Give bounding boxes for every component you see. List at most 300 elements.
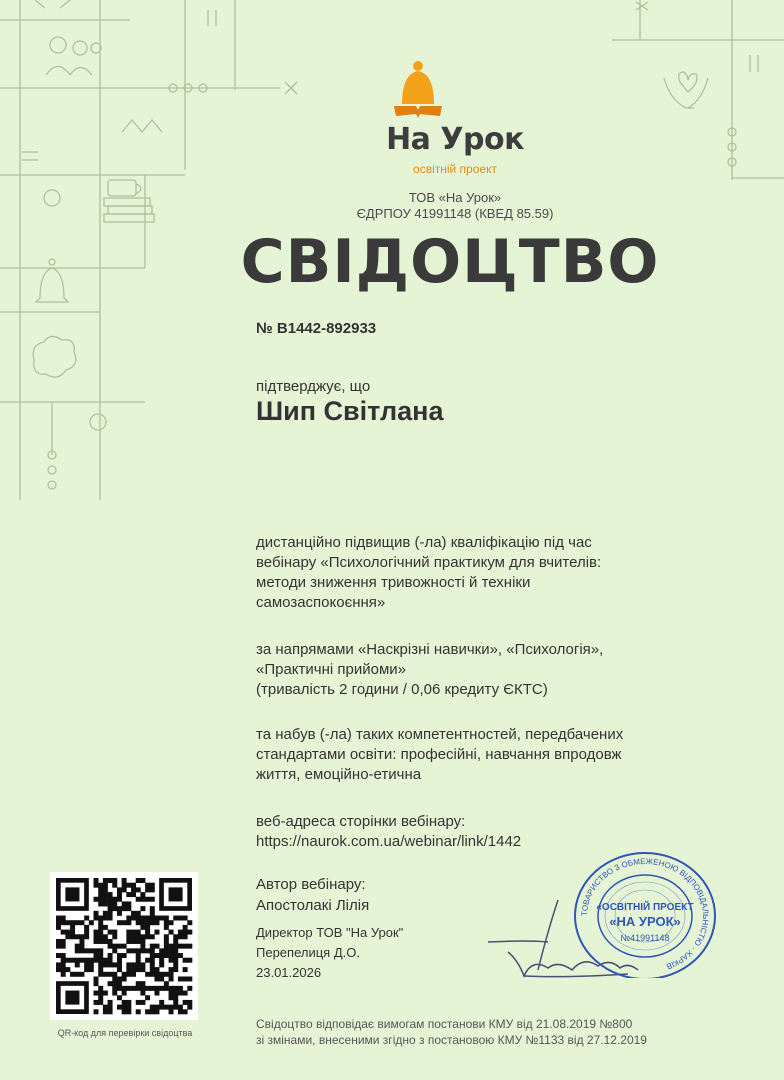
- paragraph-line: «Практичні прийоми»: [256, 661, 406, 678]
- qr-module: [178, 1005, 183, 1010]
- qr-module: [108, 972, 113, 977]
- qr-module: [173, 939, 178, 944]
- qr-module: [159, 916, 164, 921]
- author-name: Апостолакі Лілія: [256, 897, 370, 914]
- qr-module: [164, 986, 169, 991]
- qr-module: [108, 878, 113, 883]
- qr-module: [131, 967, 136, 972]
- qr-module: [159, 986, 164, 991]
- qr-module: [98, 986, 103, 991]
- qr-module: [173, 958, 178, 963]
- qr-module: [98, 934, 103, 939]
- qr-module: [145, 930, 150, 935]
- qr-module: [150, 897, 155, 902]
- qr-module: [187, 944, 192, 949]
- qr-module: [65, 958, 70, 963]
- qr-module: [150, 883, 155, 888]
- qr-module: [159, 972, 164, 977]
- qr-module: [154, 916, 159, 921]
- qr-module: [178, 976, 183, 981]
- qr-module: [108, 906, 113, 911]
- qr-module: [126, 934, 131, 939]
- qr-module: [140, 906, 145, 911]
- qr-module: [126, 972, 131, 977]
- qr-module: [126, 962, 131, 967]
- qr-module: [169, 991, 174, 996]
- qr-module: [61, 962, 66, 967]
- qr-module: [108, 958, 113, 963]
- qr-module: [98, 991, 103, 996]
- qr-module: [65, 967, 70, 972]
- qr-module: [136, 930, 141, 935]
- qr-module: [122, 887, 127, 892]
- qr-module: [187, 958, 192, 963]
- qr-module: [61, 916, 66, 921]
- qr-module: [159, 1005, 164, 1010]
- organization-info: [300, 190, 610, 222]
- qr-module: [112, 901, 117, 906]
- qr-module: [150, 986, 155, 991]
- qr-module: [145, 934, 150, 939]
- qr-module: [103, 939, 108, 944]
- qr-module: [94, 883, 99, 888]
- qr-module: [122, 953, 127, 958]
- qr-module: [56, 939, 61, 944]
- qr-module: [150, 916, 155, 921]
- qr-module: [164, 920, 169, 925]
- qr-module: [183, 930, 188, 935]
- qr-module: [140, 878, 145, 883]
- qr-module: [117, 953, 122, 958]
- qr-module: [159, 953, 164, 958]
- qr-module: [122, 883, 127, 888]
- qr-module: [159, 962, 164, 967]
- qr-module: [173, 1005, 178, 1010]
- paragraph-line: вебінару «Психологічний практикум для вчителів:: [256, 554, 602, 571]
- qr-module: [169, 1005, 174, 1010]
- competencies-paragraph: [256, 725, 736, 785]
- qr-module: [136, 986, 141, 991]
- qr-module: [117, 944, 122, 949]
- qr-module: [187, 920, 192, 925]
- qr-module: [183, 916, 188, 921]
- qr-module: [126, 892, 131, 897]
- paragraph-line: стандартами освіти: професійні, навчання впродовж: [256, 746, 622, 763]
- qr-module: [117, 976, 122, 981]
- qr-module: [169, 995, 174, 1000]
- qr-module: [56, 967, 61, 972]
- director-title: Директор ТОВ "На Урок": [256, 925, 404, 940]
- qr-module: [164, 934, 169, 939]
- qr-module: [98, 1000, 103, 1005]
- qr-module: [126, 901, 131, 906]
- qr-module: [108, 944, 113, 949]
- qr-module: [89, 967, 94, 972]
- qr-module: [61, 958, 66, 963]
- qr-module: [154, 953, 159, 958]
- qr-module: [79, 944, 84, 949]
- qr-code[interactable]: [50, 872, 198, 1020]
- qr-module: [75, 948, 80, 953]
- qr-module: [131, 911, 136, 916]
- qr-module: [145, 883, 150, 888]
- qr-module: [150, 906, 155, 911]
- qr-module: [70, 934, 75, 939]
- qr-module: [94, 1009, 99, 1014]
- qr-module: [103, 892, 108, 897]
- qr-module: [112, 897, 117, 902]
- qr-module: [94, 911, 99, 916]
- qr-module: [61, 944, 66, 949]
- qr-module: [94, 948, 99, 953]
- qr-module: [164, 953, 169, 958]
- qr-module: [61, 920, 66, 925]
- qr-module: [108, 897, 113, 902]
- qr-module: [173, 953, 178, 958]
- qr-module: [173, 995, 178, 1000]
- qr-module: [150, 962, 155, 967]
- qr-module: [89, 958, 94, 963]
- qr-caption: QR-код для перевірки свідоцтва: [57, 1028, 193, 1038]
- qr-module: [84, 967, 89, 972]
- footer-line: зі змінами, внесеними згідно з постановою КМУ №1133 від 27.12.2019: [256, 1033, 647, 1047]
- qr-module: [140, 944, 145, 949]
- qr-module: [112, 972, 117, 977]
- qr-module: [140, 939, 145, 944]
- qr-module: [126, 906, 131, 911]
- qr-module: [126, 920, 131, 925]
- qr-module: [117, 911, 122, 916]
- qr-module: [150, 972, 155, 977]
- qr-module: [126, 939, 131, 944]
- qr-module: [145, 1009, 150, 1014]
- qr-module: [98, 901, 103, 906]
- qr-module: [126, 948, 131, 953]
- qualification-paragraph: [256, 533, 736, 613]
- paragraph-line: за напрямами «Наскрізні навички», «Психологія»,: [256, 641, 604, 658]
- qr-module: [103, 991, 108, 996]
- qr-module: [136, 1000, 141, 1005]
- qr-module: [84, 934, 89, 939]
- qr-module: [136, 911, 141, 916]
- qr-module: [140, 916, 145, 921]
- qr-module: [145, 920, 150, 925]
- qr-module: [56, 953, 61, 958]
- qr-module: [131, 962, 136, 967]
- qr-module: [136, 948, 141, 953]
- qr-module: [117, 995, 122, 1000]
- qr-module: [117, 897, 122, 902]
- qr-module: [98, 953, 103, 958]
- qr-module: [140, 892, 145, 897]
- qr-module: [122, 944, 127, 949]
- qr-module: [131, 986, 136, 991]
- qr-module: [117, 1005, 122, 1010]
- qr-module: [103, 887, 108, 892]
- url-label: веб-адреса сторінки вебінару:: [256, 813, 466, 830]
- webinar-link[interactable]: https://naurok.com.ua/webinar/link/1442: [256, 833, 522, 850]
- qr-module: [112, 976, 117, 981]
- qr-module: [178, 930, 183, 935]
- qr-module: [98, 995, 103, 1000]
- qr-module: [98, 958, 103, 963]
- issue-date: 23.01.2026: [256, 965, 322, 980]
- qr-module: [112, 878, 117, 883]
- qr-module: [154, 986, 159, 991]
- qr-module: [154, 976, 159, 981]
- qr-module: [117, 986, 122, 991]
- qr-module: [84, 958, 89, 963]
- qr-module: [145, 958, 150, 963]
- qr-module: [112, 930, 117, 935]
- qr-module: [126, 1000, 131, 1005]
- qr-module: [154, 920, 159, 925]
- qr-module: [136, 920, 141, 925]
- qr-module: [94, 976, 99, 981]
- qr-module: [61, 953, 66, 958]
- qr-module: [154, 1009, 159, 1014]
- qr-module: [150, 1005, 155, 1010]
- qr-module: [94, 897, 99, 902]
- qr-module: [173, 962, 178, 967]
- qr-module: [164, 981, 169, 986]
- qr-module: [169, 920, 174, 925]
- qr-module: [187, 1005, 192, 1010]
- qr-module: [103, 911, 108, 916]
- qr-module: [103, 1009, 108, 1014]
- qr-module: [79, 948, 84, 953]
- qr-module: [79, 920, 84, 925]
- qr-module: [98, 916, 103, 921]
- qr-module: [75, 962, 80, 967]
- qr-module: [122, 920, 127, 925]
- seal-outer-text: ТОВАРИСТВО З ОБМЕЖЕНОЮ ВІДПОВІДАЛЬНІСТЮ · ХАРКІВ: [579, 856, 711, 972]
- qr-module: [122, 901, 127, 906]
- qr-module: [108, 1000, 113, 1005]
- qr-module: [126, 930, 131, 935]
- qr-module: [183, 976, 188, 981]
- qr-module: [164, 948, 169, 953]
- qr-module: [61, 972, 66, 977]
- qr-module: [183, 934, 188, 939]
- qr-module: [84, 930, 89, 935]
- qr-module: [108, 962, 113, 967]
- brand-name: На Урок: [386, 122, 524, 157]
- qr-module: [169, 948, 174, 953]
- qr-module: [122, 1009, 127, 1014]
- qr-module: [140, 962, 145, 967]
- qr-module: [164, 925, 169, 930]
- confirms-text: підтверджує, що: [256, 378, 371, 395]
- qr-module: [117, 892, 122, 897]
- qr-module: [117, 967, 122, 972]
- qr-module: [150, 958, 155, 963]
- qr-module: [154, 944, 159, 949]
- qr-module: [164, 944, 169, 949]
- qr-module: [98, 939, 103, 944]
- qr-module: [117, 958, 122, 963]
- qr-module: [108, 901, 113, 906]
- qr-module: [79, 972, 84, 977]
- qr-module: [173, 1000, 178, 1005]
- qr-module: [136, 981, 141, 986]
- qr-module: [103, 916, 108, 921]
- qr-module: [136, 916, 141, 921]
- director-block: [256, 923, 403, 983]
- qr-module: [56, 916, 61, 921]
- paragraph-line: дистанційно підвищив (-ла) кваліфікацію під час: [256, 534, 592, 551]
- qr-module: [169, 944, 174, 949]
- qr-module: [150, 1009, 155, 1014]
- qr-module: [70, 972, 75, 977]
- qr-module: [150, 920, 155, 925]
- qr-module: [131, 934, 136, 939]
- qr-finder-pattern: [65, 887, 79, 901]
- qr-module: [140, 948, 145, 953]
- qr-module: [94, 878, 99, 883]
- qr-module: [103, 897, 108, 902]
- qr-module: [56, 920, 61, 925]
- qr-module: [117, 887, 122, 892]
- qr-module: [178, 916, 183, 921]
- qr-module: [79, 934, 84, 939]
- qr-module: [140, 981, 145, 986]
- qr-module: [178, 944, 183, 949]
- qr-module: [112, 944, 117, 949]
- qr-module: [103, 958, 108, 963]
- qr-module: [98, 892, 103, 897]
- director-name: Перепелиця Д.О.: [256, 945, 360, 960]
- qr-module: [145, 897, 150, 902]
- qr-module: [136, 897, 141, 902]
- qr-module: [112, 934, 117, 939]
- qr-module: [61, 939, 66, 944]
- qr-module: [94, 1000, 99, 1005]
- qr-module: [122, 1005, 127, 1010]
- qr-module: [126, 1009, 131, 1014]
- qr-module: [70, 920, 75, 925]
- legal-footer: [256, 1016, 647, 1048]
- qr-module: [94, 981, 99, 986]
- qr-module: [108, 892, 113, 897]
- qr-module: [75, 920, 80, 925]
- qr-module: [140, 920, 145, 925]
- qr-module: [108, 916, 113, 921]
- qr-module: [103, 883, 108, 888]
- qr-module: [94, 930, 99, 935]
- qr-module: [183, 1000, 188, 1005]
- qr-module: [169, 986, 174, 991]
- qr-module: [150, 911, 155, 916]
- qr-module: [75, 944, 80, 949]
- seal-line2: «НА УРОК»: [609, 914, 681, 929]
- qr-module: [154, 930, 159, 935]
- qr-module: [94, 939, 99, 944]
- qr-module: [187, 930, 192, 935]
- qr-module: [187, 1000, 192, 1005]
- qr-module: [183, 958, 188, 963]
- qr-module: [154, 967, 159, 972]
- qr-module: [126, 1005, 131, 1010]
- qr-module: [108, 953, 113, 958]
- qr-module: [122, 976, 127, 981]
- qr-module: [65, 930, 70, 935]
- qr-module: [150, 967, 155, 972]
- qr-module: [108, 930, 113, 935]
- qr-module: [103, 878, 108, 883]
- qr-finder-pattern: [65, 991, 79, 1005]
- qr-module: [169, 1009, 174, 1014]
- certificate-number: № В1442-892933: [256, 320, 377, 337]
- qr-module: [154, 991, 159, 996]
- qr-module: [108, 911, 113, 916]
- qr-module: [159, 948, 164, 953]
- qr-module: [61, 930, 66, 935]
- qr-module: [112, 948, 117, 953]
- qr-module: [108, 1009, 113, 1014]
- qr-module: [126, 967, 131, 972]
- certificate-title: СВІДОЦТВО: [240, 227, 660, 297]
- qr-module: [164, 939, 169, 944]
- qr-module: [131, 916, 136, 921]
- seal-line1: «ОСВІТНІЙ ПРОЕКТ: [596, 902, 694, 913]
- qr-module: [89, 920, 94, 925]
- qr-module: [145, 925, 150, 930]
- qr-module: [164, 1005, 169, 1010]
- qr-module: [122, 991, 127, 996]
- qr-module: [131, 887, 136, 892]
- qr-module: [94, 916, 99, 921]
- qr-module: [178, 986, 183, 991]
- qr-module: [98, 972, 103, 977]
- qr-module: [159, 976, 164, 981]
- qr-module: [173, 948, 178, 953]
- qr-module: [75, 972, 80, 977]
- qr-module: [112, 986, 117, 991]
- qr-module: [98, 967, 103, 972]
- qr-module: [173, 944, 178, 949]
- qr-module: [183, 991, 188, 996]
- qr-module: [140, 1000, 145, 1005]
- qr-module: [79, 939, 84, 944]
- qr-module: [56, 944, 61, 949]
- qr-module: [169, 958, 174, 963]
- qr-module: [122, 986, 127, 991]
- paragraph-line: життя, емоційно-етична: [256, 766, 422, 783]
- paragraph-line: самозаспокоєння»: [256, 594, 386, 611]
- qr-module: [150, 948, 155, 953]
- qr-module: [136, 962, 141, 967]
- qr-module: [154, 972, 159, 977]
- qr-module: [145, 887, 150, 892]
- qr-module: [131, 892, 136, 897]
- qr-module: [98, 883, 103, 888]
- qr-module: [70, 925, 75, 930]
- qr-module: [140, 934, 145, 939]
- qr-module: [117, 906, 122, 911]
- qr-module: [140, 991, 145, 996]
- qr-module: [178, 953, 183, 958]
- qr-module: [140, 925, 145, 930]
- qr-module: [108, 939, 113, 944]
- qr-module: [131, 883, 136, 888]
- qr-module: [61, 967, 66, 972]
- qr-module: [131, 972, 136, 977]
- qr-module: [98, 897, 103, 902]
- qr-module: [108, 1005, 113, 1010]
- qr-module: [178, 1009, 183, 1014]
- qr-module: [173, 916, 178, 921]
